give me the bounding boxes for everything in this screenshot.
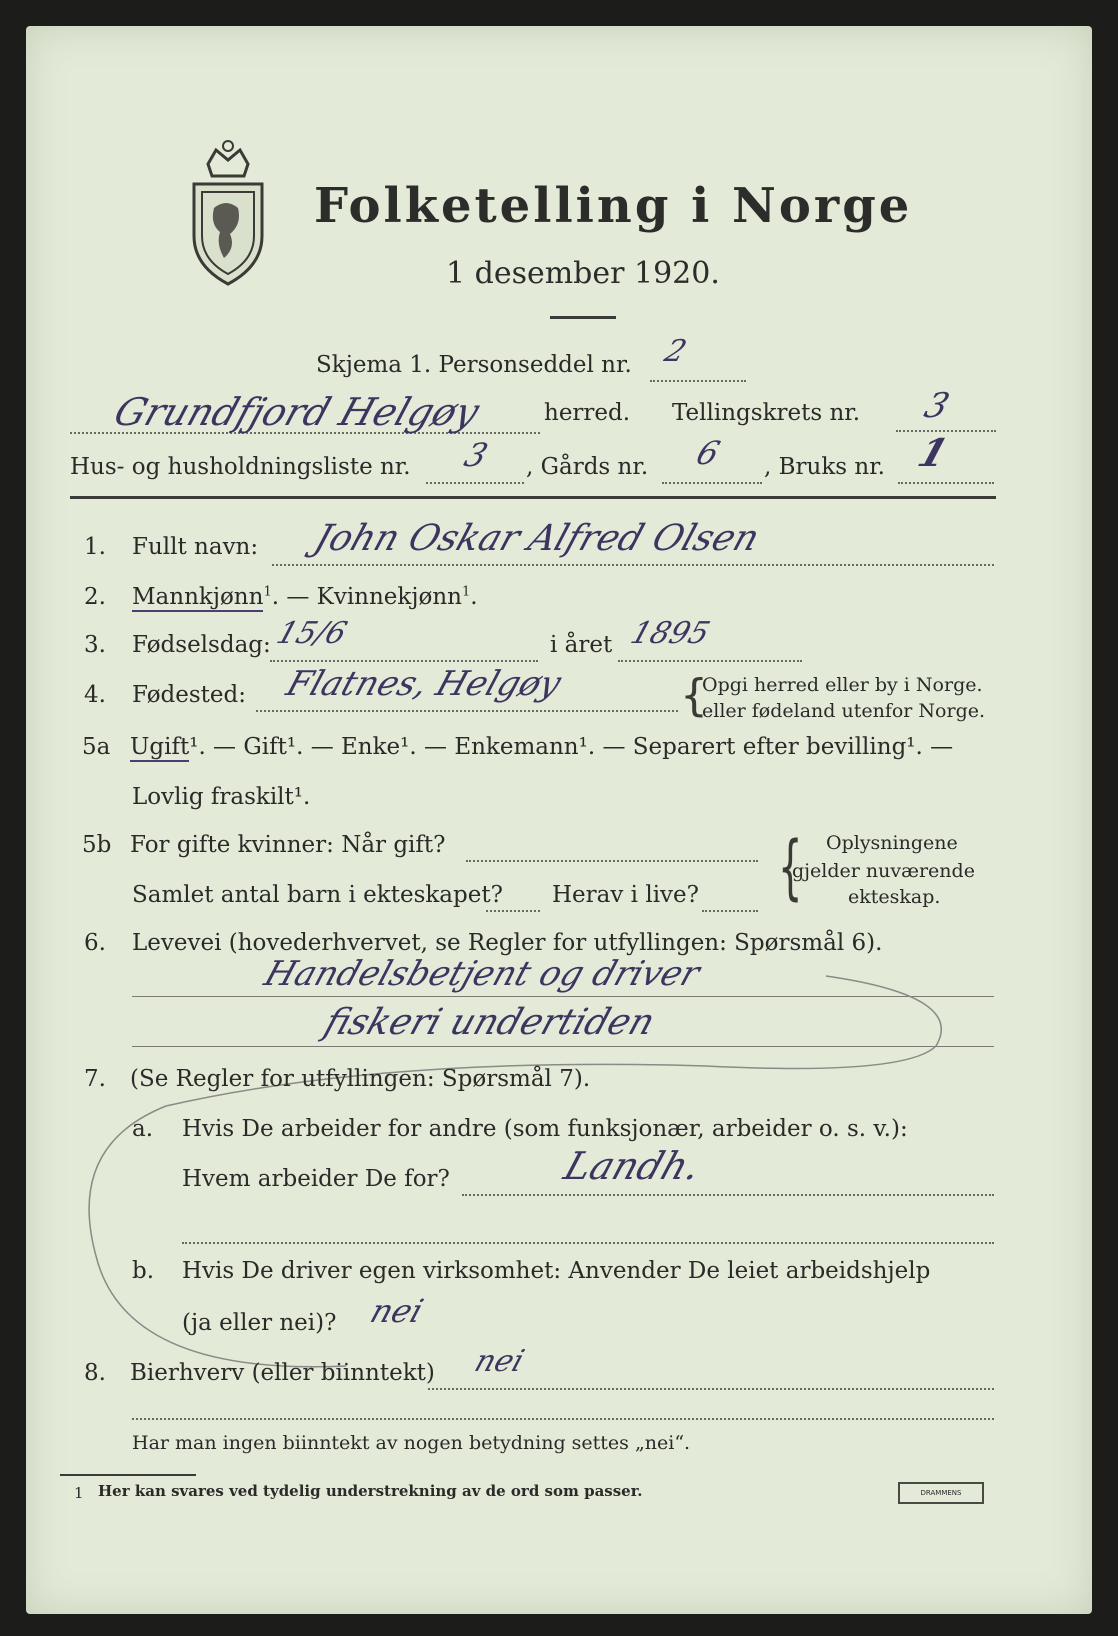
q2-male-option[interactable]: Mannkjønn (132, 584, 264, 610)
q3-year-label: i året (550, 632, 613, 658)
q5a-rest: ¹. — Gift¹. — Enke¹. — Enkemann¹. — Separert efter bevilling¹. — (189, 734, 954, 760)
q5b-brace: { (778, 826, 803, 908)
q5a-line-2: Lovlig fraskilt¹. (132, 784, 311, 810)
q6-label: Levevei (hovederhvervet, se Regler for utfyllingen: Spørsmål 6). (132, 930, 883, 956)
q5b-note-3: ekteskap. (848, 886, 941, 908)
q8-label: Bierhverv (eller biinntekt) (130, 1360, 435, 1386)
q2-sup2: 1 (461, 584, 471, 600)
q3-label: Fødselsdag: (132, 632, 271, 658)
q8-number: 8. (84, 1360, 106, 1386)
q8-answer-value[interactable]: nei (470, 1344, 529, 1379)
q5a-ugift-option[interactable]: Ugift (130, 734, 190, 760)
q4-note-1: Opgi herred eller by i Norge. (702, 674, 983, 696)
q7-number: 7. (84, 1066, 106, 1092)
tellingskrets-label: Tellingskrets nr. (672, 400, 861, 426)
title-divider (550, 316, 616, 319)
q7b-number: b. (132, 1258, 155, 1284)
husliste-nr-value[interactable]: 3 (459, 436, 493, 474)
q1-number: 1. (84, 534, 106, 560)
q7b-answer-value[interactable]: nei (365, 1292, 428, 1330)
q4-birthplace-value[interactable]: Flatnes, Helgøy (281, 664, 567, 704)
husliste-label: Hus- og husholdningsliste nr. (70, 454, 411, 480)
form-title: Folketelling i Norge (314, 178, 913, 234)
q6-number: 6. (84, 930, 106, 956)
q2-gender-line (132, 584, 478, 610)
q5b-line-2b: Herav i live? (552, 882, 699, 908)
header-rule (70, 496, 996, 499)
q2-sep: . — Kvinnekjønn (271, 584, 462, 610)
herred-value[interactable]: Grundfjord Helgøy (108, 390, 485, 434)
q1-full-name-value[interactable]: John Oskar Alfred Olsen (309, 518, 765, 559)
q5b-number: 5b (82, 832, 112, 858)
printer-stamp-text: DRAMMENS (920, 1489, 962, 1497)
q5b-label: For gifte kvinner: Når gift? (130, 832, 446, 858)
q5a-options (130, 734, 953, 760)
q6-occupation-value-2[interactable]: fiskeri undertiden (319, 1002, 660, 1043)
footnote-text: Her kan svares ved tydelig understrekning av de ord som passer. (98, 1482, 643, 1500)
coat-of-arms-icon (186, 136, 270, 286)
footnote-rule (60, 1474, 196, 1476)
footer-note: Har man ingen biinntekt av nogen betydning settes „nei“. (132, 1432, 691, 1454)
q7a-number: a. (132, 1116, 154, 1142)
bruks-label: , Bruks nr. (764, 454, 885, 480)
q1-label: Fullt navn: (132, 534, 259, 560)
footnote-mark: 1 (74, 1484, 84, 1502)
tellingskrets-nr-value[interactable]: 3 (919, 386, 955, 426)
personseddel-nr-value[interactable]: 2 (660, 334, 691, 369)
herred-label: herred. (544, 400, 631, 426)
q2-end: . (470, 584, 478, 610)
q7b-line-2: (ja eller nei)? (182, 1310, 337, 1336)
q7-label: (Se Regler for utfyllingen: Spørsmål 7). (130, 1066, 591, 1092)
q7b-label: Hvis De driver egen virksomhet: Anvender De leiet arbeidshjelp (182, 1258, 931, 1284)
q7a-employer-value[interactable]: Landh. (558, 1144, 707, 1188)
q3-birthday-value[interactable]: 15/6 (272, 616, 352, 651)
census-date: 1 desember 1920. (446, 256, 720, 291)
bruks-nr-value[interactable]: 1 (912, 430, 954, 475)
q5b-note-1: Oplysningene (826, 832, 958, 854)
q3-number: 3. (84, 632, 106, 658)
printer-stamp (898, 1482, 984, 1504)
q5b-line-2a: Samlet antal barn i ekteskapet? (132, 882, 503, 908)
gards-label: , Gårds nr. (526, 454, 649, 480)
q4-note-2: eller fødeland utenfor Norge. (702, 700, 986, 722)
q7a-line-2: Hvem arbeider De for? (182, 1166, 450, 1192)
q6-occupation-value-1[interactable]: Handelsbetjent og driver (259, 954, 705, 994)
q7a-label: Hvis De arbeider for andre (som funksjonær, arbeider o. s. v.): (182, 1116, 908, 1142)
gards-nr-value[interactable]: 6 (691, 434, 725, 472)
q4-label: Fødested: (132, 682, 247, 708)
q3-year-value[interactable]: 1895 (626, 616, 715, 651)
census-form (26, 26, 1092, 1614)
q4-brace: { (680, 670, 708, 721)
q5a-number: 5a (82, 734, 111, 760)
q4-number: 4. (84, 682, 106, 708)
q2-sup1: 1 (263, 584, 272, 600)
q5b-note-2: gjelder nuværende (792, 860, 975, 882)
skjema-label: Skjema 1. Personseddel nr. (316, 352, 632, 378)
q2-number: 2. (84, 584, 106, 610)
